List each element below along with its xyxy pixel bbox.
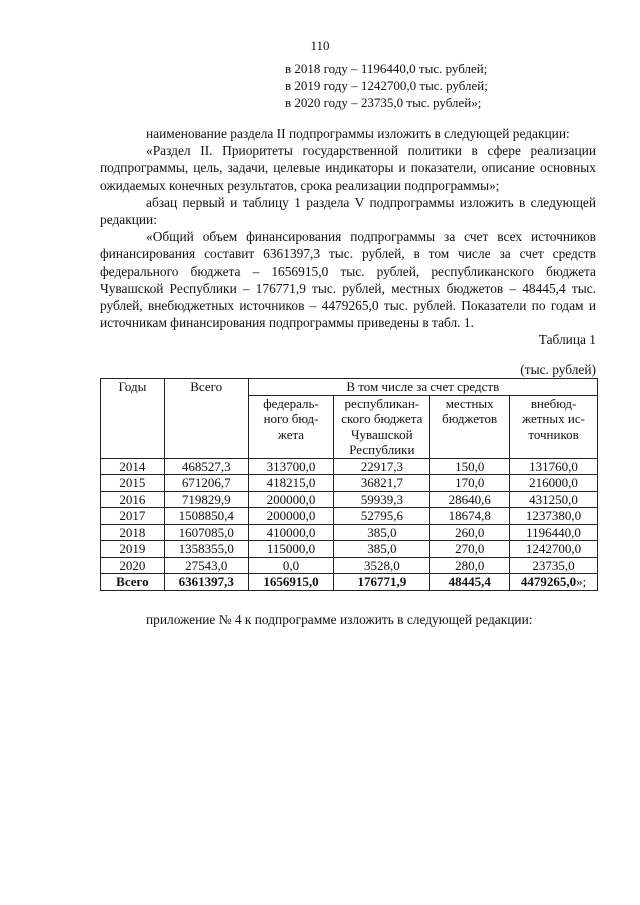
cell-federal: 410000,0 bbox=[248, 524, 334, 541]
page-number: 110 bbox=[310, 38, 330, 53]
cell-federal: 0,0 bbox=[248, 557, 334, 574]
tail-paragraph: приложение № 4 к подпрограмме изложить в следующей редакции: bbox=[146, 612, 533, 627]
table-row bbox=[101, 491, 598, 508]
year-line-2018: в 2018 году – 1196440,0 тыс. рублей; bbox=[285, 61, 488, 76]
cell-republic: 22917,3 bbox=[334, 458, 430, 475]
cell-total: 719829,9 bbox=[164, 491, 248, 508]
cell-extrabudgetary: 131760,0 bbox=[510, 458, 598, 475]
header-local: местных бюджетов bbox=[430, 395, 510, 458]
total-local: 48445,4 bbox=[430, 574, 510, 591]
total-label: Всего bbox=[101, 574, 165, 591]
header-years: Годы bbox=[101, 379, 165, 459]
table-caption: Таблица 1 bbox=[538, 332, 596, 347]
table-row bbox=[101, 475, 598, 492]
total-republic: 176771,9 bbox=[334, 574, 430, 591]
cell-year: 2016 bbox=[101, 491, 165, 508]
cell-total: 27543,0 bbox=[164, 557, 248, 574]
table-row bbox=[101, 541, 598, 558]
cell-federal: 115000,0 bbox=[248, 541, 334, 558]
cell-local: 150,0 bbox=[430, 458, 510, 475]
cell-republic: 52795,6 bbox=[334, 508, 430, 525]
cell-republic: 36821,7 bbox=[334, 475, 430, 492]
cell-total: 1607085,0 bbox=[164, 524, 248, 541]
cell-year: 2014 bbox=[101, 458, 165, 475]
table-row bbox=[101, 508, 598, 525]
cell-extrabudgetary: 1196440,0 bbox=[510, 524, 598, 541]
cell-local: 270,0 bbox=[430, 541, 510, 558]
total-extrabudgetary: 4479265,0 bbox=[520, 574, 577, 589]
table-total-row bbox=[101, 574, 598, 591]
paragraph-funding-summary: «Общий объем финансирования подпрограммы за счет всех источников финансирования составит 6361397,3 тыс. рублей, в том числе за счет средств федерального бюджета – 1656915,0 тыс. рублей, республиканского бюджета Чувашской Республики – 176771,9 тыс. рублей, местных бюджетов – 48445,4 тыс. рублей, внебюджетных источников – 4479265,0 тыс. рублей. Показатели по годам и источникам финансирования подпрограммы приведены в табл. 1. bbox=[100, 229, 596, 331]
cell-total: 468527,3 bbox=[164, 458, 248, 475]
cell-year: 2019 bbox=[101, 541, 165, 558]
cell-total: 1508850,4 bbox=[164, 508, 248, 525]
table-row bbox=[101, 524, 598, 541]
total-all: 6361397,3 bbox=[164, 574, 248, 591]
cell-republic: 59939,3 bbox=[334, 491, 430, 508]
cell-local: 260,0 bbox=[430, 524, 510, 541]
cell-local: 280,0 bbox=[430, 557, 510, 574]
cell-extrabudgetary: 1242700,0 bbox=[510, 541, 598, 558]
cell-local: 28640,6 bbox=[430, 491, 510, 508]
cell-federal: 313700,0 bbox=[248, 458, 334, 475]
cell-federal: 200000,0 bbox=[248, 491, 334, 508]
table-row bbox=[101, 458, 598, 475]
cell-republic: 385,0 bbox=[334, 541, 430, 558]
total-suffix: »; bbox=[576, 574, 587, 589]
paragraph-table-instruction: абзац первый и таблицу 1 раздела V подпрограммы изложить в следующей редакции: bbox=[100, 194, 596, 228]
header-republic: республикан-ского бюджета Чувашской Республики bbox=[334, 395, 430, 458]
cell-year: 2018 bbox=[101, 524, 165, 541]
financing-table bbox=[100, 378, 598, 591]
cell-federal: 418215,0 bbox=[248, 475, 334, 492]
cell-local: 18674,8 bbox=[430, 508, 510, 525]
body-paragraphs bbox=[100, 125, 596, 331]
table-row bbox=[101, 557, 598, 574]
total-extrabudgetary-cell bbox=[510, 574, 598, 591]
cell-total: 671206,7 bbox=[164, 475, 248, 492]
paragraph-section-title-instruction: наименование раздела II подпрограммы изложить в следующей редакции: bbox=[146, 126, 570, 141]
table-units: (тыс. рублей) bbox=[520, 362, 596, 377]
year-line-2020: в 2020 году – 23735,0 тыс. рублей»; bbox=[285, 95, 482, 110]
cell-year: 2020 bbox=[101, 557, 165, 574]
cell-extrabudgetary: 23735,0 bbox=[510, 557, 598, 574]
total-federal: 1656915,0 bbox=[248, 574, 334, 591]
header-group: В том числе за счет средств bbox=[248, 379, 597, 396]
cell-extrabudgetary: 431250,0 bbox=[510, 491, 598, 508]
cell-year: 2017 bbox=[101, 508, 165, 525]
cell-republic: 3528,0 bbox=[334, 557, 430, 574]
cell-extrabudgetary: 216000,0 bbox=[510, 475, 598, 492]
cell-extrabudgetary: 1237380,0 bbox=[510, 508, 598, 525]
header-total: Всего bbox=[164, 379, 248, 459]
cell-local: 170,0 bbox=[430, 475, 510, 492]
cell-federal: 200000,0 bbox=[248, 508, 334, 525]
header-extrabudgetary: внебюд-жетных ис-точников bbox=[510, 395, 598, 458]
year-lines bbox=[285, 60, 488, 111]
cell-total: 1358355,0 bbox=[164, 541, 248, 558]
cell-year: 2015 bbox=[101, 475, 165, 492]
cell-republic: 385,0 bbox=[334, 524, 430, 541]
year-line-2019: в 2019 году – 1242700,0 тыс. рублей; bbox=[285, 78, 488, 93]
paragraph-section-title: «Раздел II. Приоритеты государственной политики в сфере реализации подпрограммы, цель, задачи, целевые индикаторы и показатели, описание основных ожидаемых конечных результатов, срока реализации подпрограммы»; bbox=[100, 143, 596, 193]
header-federal: федераль-ного бюд-жета bbox=[248, 395, 334, 458]
